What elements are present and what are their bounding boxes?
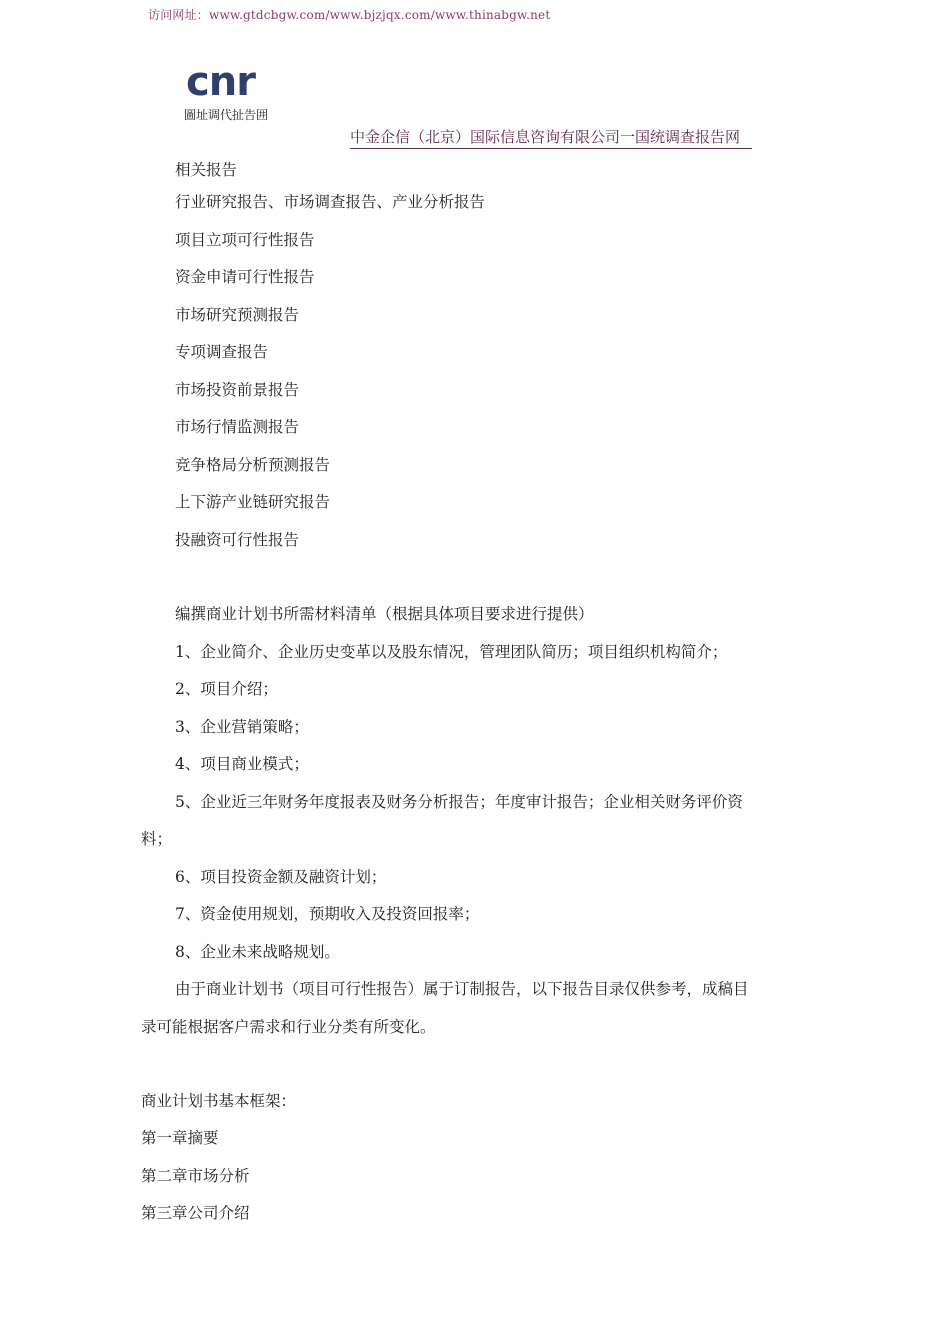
chapter-item: 第一章摘要 xyxy=(141,1129,219,1147)
materials-item: 4、项目商业模式； xyxy=(175,755,309,773)
materials-item: 6、项目投资金额及融资计划； xyxy=(175,868,387,886)
chapter-item: 第三章公司介绍 xyxy=(141,1204,250,1222)
related-item: 项目立项可行性报告 xyxy=(175,231,315,249)
materials-note: 由于商业计划书（项目可行性报告）属于订制报告，以下报告目录仅供参考，成稿目 xyxy=(175,980,749,998)
related-item: 市场投资前景报告 xyxy=(175,381,300,399)
materials-item: 2、项目介绍； xyxy=(175,680,278,698)
related-item: 行业研究报告、市场调查报告、产业分析报告 xyxy=(175,193,486,211)
logo-mark: cnr xyxy=(186,59,255,105)
related-item: 资金申请可行性报告 xyxy=(175,268,315,286)
materials-item-continued: 料； xyxy=(141,830,173,848)
related-item: 竞争格局分析预测报告 xyxy=(175,456,331,474)
materials-item: 7、资金使用规划，预期收入及投资回报率； xyxy=(175,905,480,923)
chapter-item: 第二章市场分析 xyxy=(141,1167,250,1185)
materials-title: 编撰商业计划书所需材料清单（根据具体项目要求进行提供） xyxy=(175,605,594,623)
related-item: 上下游产业链研究报告 xyxy=(175,493,331,511)
materials-note-continued: 录可能根据客户需求和行业分类有所变化。 xyxy=(141,1018,436,1036)
cnr-logo xyxy=(184,59,269,123)
related-item: 投融资可行性报告 xyxy=(175,531,300,549)
related-title: 相关报告 xyxy=(175,161,238,179)
framework-title: 商业计划书基本框架： xyxy=(141,1092,297,1110)
materials-item: 3、企业营销策略； xyxy=(175,718,309,736)
related-item: 市场行情监测报告 xyxy=(175,418,300,436)
related-item: 市场研究预测报告 xyxy=(175,306,300,324)
url-line: 访问网址：www.gtdcbgw.com/www.bjzjqx.com/www.thinabgw.net xyxy=(148,8,551,22)
logo-subtitle: 圖址调代扯告囲 xyxy=(184,108,269,122)
related-item: 专项调查报告 xyxy=(175,343,269,361)
materials-item: 5、企业近三年财务年度报表及财务分析报告；年度审计报告；企业相关财务评价资 xyxy=(175,793,743,811)
company-name: 中金企信（北京）国际信息咨询有限公司一国统调查报告网 xyxy=(350,126,752,149)
materials-item: 8、企业未来战略规划。 xyxy=(175,943,340,961)
materials-item: 1、企业简介、企业历史变革以及股东情况，管理团队简历；项目组织机构简介； xyxy=(175,643,728,661)
